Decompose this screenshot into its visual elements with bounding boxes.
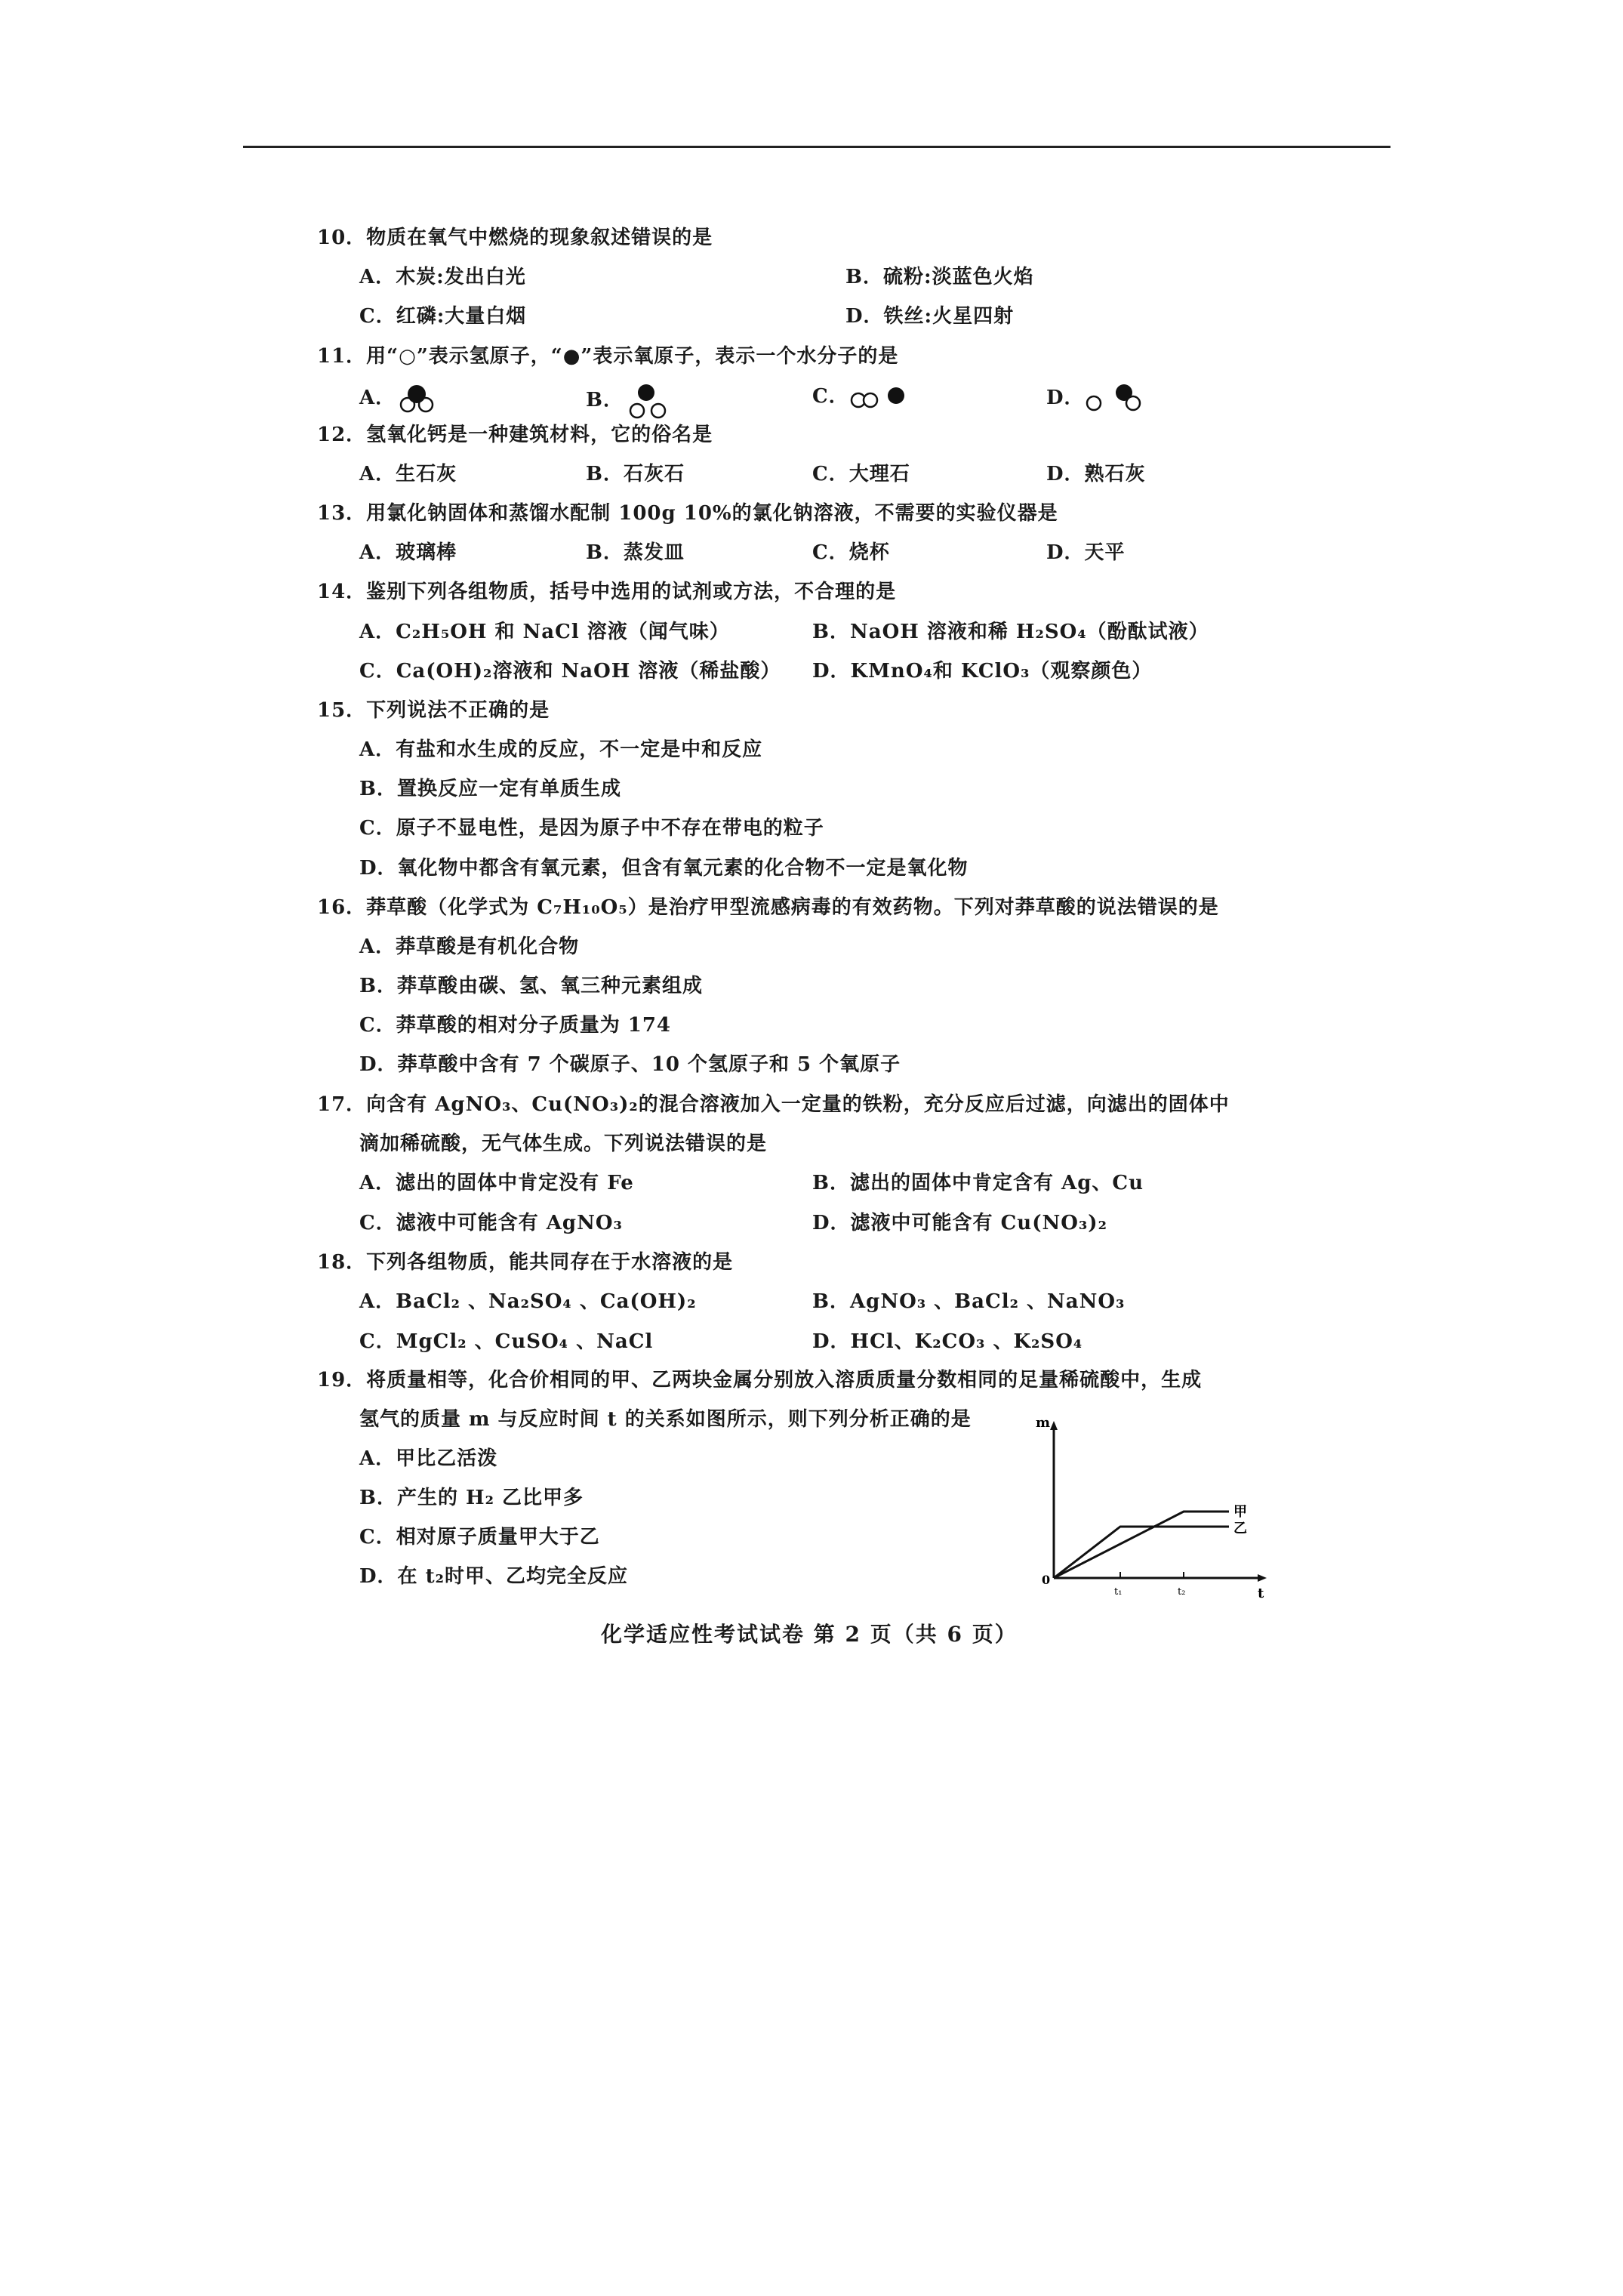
q11-option-d xyxy=(1046,382,1153,415)
q14-option-d: D．KMnO₄和 KClO₃（观察颜色） xyxy=(812,660,1153,683)
q15-stem: 15．下列说法不正确的是 xyxy=(317,699,550,722)
q17-stem-line1: 17．向含有 AgNO₃、Cu(NO₃)₂的混合溶液加入一定量的铁粉，充分反应后过滤，向滤出的固体中 xyxy=(317,1093,1230,1116)
q19-stem-line1: 19．将质量相等，化合价相同的甲、乙两块金属分别放入溶质质量分数相同的足量稀硫酸中，生成 xyxy=(317,1369,1203,1391)
q12-stem: 12．氢氧化钙是一种建筑材料，它的俗名是 xyxy=(317,424,713,446)
q13-stem: 13．用氯化钠固体和蒸馏水配制 100g 10%的氯化钠溶液，不需要的实验仪器是 xyxy=(317,502,1058,525)
q11-option-c-label: C． xyxy=(812,385,849,408)
q11-option-a xyxy=(359,382,441,415)
q19-option-b: B．产生的 H₂ 乙比甲多 xyxy=(359,1487,584,1509)
q10-option-d: D．铁丝:火星四射 xyxy=(845,305,1015,328)
q12-option-a: A．生石灰 xyxy=(359,463,457,485)
reaction-graph xyxy=(1031,1410,1273,1607)
q16-stem: 16．莽草酸（化学式为 C₇H₁₀O₅）是治疗甲型流感病毒的有效药物。下列对莽草酸的说法错误的是 xyxy=(317,896,1219,919)
q12-option-b: B．石灰石 xyxy=(586,463,685,485)
q17-option-c: C．滤液中可能含有 AgNO₃ xyxy=(359,1212,623,1234)
q16-option-d: D．莽草酸中含有 7 个碳原子、10 个氢原子和 5 个氧原子 xyxy=(359,1053,901,1076)
q15-option-a: A．有盐和水生成的反应，不一定是中和反应 xyxy=(359,738,763,761)
q11-option-b-label: B． xyxy=(586,389,624,411)
q10-option-c: C．红磷:大量白烟 xyxy=(359,305,527,328)
q18-option-d: D．HCl、K₂CO₃ 、K₂SO₄ xyxy=(812,1330,1083,1353)
t1-label: t₁ xyxy=(1114,1586,1123,1598)
q11-option-b xyxy=(586,382,678,420)
origin-label: 0 xyxy=(1042,1573,1051,1587)
q17-option-a: A．滤出的固体中肯定没有 Fe xyxy=(359,1172,634,1194)
header-rule xyxy=(243,146,1390,148)
q14-option-a: A．C₂H₅OH 和 NaCl 溶液（闻气味） xyxy=(359,621,730,643)
x-axis-label: t xyxy=(1258,1586,1264,1601)
q13-option-b: B．蒸发皿 xyxy=(586,541,685,564)
q10-stem: 10．物质在氧气中燃烧的现象叙述错误的是 xyxy=(317,227,713,249)
page-footer: 化学适应性考试试卷 第 2 页（共 6 页） xyxy=(601,1622,1018,1647)
q19-option-d: D．在 t₂时甲、乙均完全反应 xyxy=(359,1565,628,1588)
q18-option-c: C．MgCl₂ 、CuSO₄ 、NaCl xyxy=(359,1330,654,1353)
q11-option-a-label: A． xyxy=(359,387,396,409)
q14-stem: 14．鉴别下列各组物质，括号中选用的试剂或方法，不合理的是 xyxy=(317,581,897,603)
q13-option-c: C．烧杯 xyxy=(812,541,890,564)
y-axis-label: m xyxy=(1036,1415,1051,1431)
q18-option-a: A．BaCl₂ 、Na₂SO₄ 、Ca(OH)₂ xyxy=(359,1290,697,1313)
molecule-icon xyxy=(1085,382,1153,415)
x-axis-arrow xyxy=(1258,1574,1267,1582)
q14-option-b: B．NaOH 溶液和稀 H₂SO₄（酚酞试液） xyxy=(812,621,1209,643)
molecule-icon xyxy=(624,382,678,420)
q13-option-a: A．玻璃棒 xyxy=(359,541,457,564)
q10-option-b: B．硫粉:淡蓝色火焰 xyxy=(845,266,1034,288)
q15-option-b: B．置换反应一定有单质生成 xyxy=(359,778,621,800)
t2-label: t₂ xyxy=(1178,1586,1186,1598)
q19-option-a: A．甲比乙活泼 xyxy=(359,1447,498,1470)
molecule-icon xyxy=(396,382,441,415)
q11-option-d-label: D． xyxy=(1046,387,1085,409)
q15-option-d: D．氧化物中都含有氧元素，但含有氧元素的化合物不一定是氧化物 xyxy=(359,857,969,880)
q11-stem: 11．用“○”表示氢原子，“●”表示氧原子，表示一个水分子的是 xyxy=(317,345,899,368)
series-jia-line xyxy=(1054,1512,1229,1578)
q18-option-b: B．AgNO₃ 、BaCl₂ 、NaNO₃ xyxy=(812,1290,1126,1313)
q17-option-d: D．滤液中可能含有 Cu(NO₃)₂ xyxy=(812,1212,1107,1234)
series-jia-label: 甲 xyxy=(1233,1504,1247,1520)
q16-option-c: C．莽草酸的相对分子质量为 174 xyxy=(359,1014,672,1037)
q17-option-b: B．滤出的固体中肯定含有 Ag、Cu xyxy=(812,1172,1144,1194)
q13-option-d: D．天平 xyxy=(1046,541,1126,564)
q19-option-c: C．相对原子质量甲大于乙 xyxy=(359,1526,600,1549)
q14-option-c: C．Ca(OH)₂溶液和 NaOH 溶液（稀盐酸） xyxy=(359,660,781,683)
q16-option-a: A．莽草酸是有机化合物 xyxy=(359,935,580,958)
q17-stem-line2: 滴加稀硫酸，无气体生成。下列说法错误的是 xyxy=(359,1133,768,1155)
q11-option-c xyxy=(812,382,910,412)
q19-stem-line2: 氢气的质量 m 与反应时间 t 的关系如图所示，则下列分析正确的是 xyxy=(359,1408,972,1431)
q16-option-b: B．莽草酸由碳、氢、氧三种元素组成 xyxy=(359,975,703,997)
q12-option-c: C．大理石 xyxy=(812,463,910,485)
series-yi-label: 乙 xyxy=(1233,1521,1247,1536)
q12-option-d: D．熟石灰 xyxy=(1046,463,1146,485)
q15-option-c: C．原子不显电性，是因为原子中不存在带电的粒子 xyxy=(359,817,824,840)
q18-stem: 18．下列各组物质，能共同存在于水溶液的是 xyxy=(317,1251,734,1274)
q10-option-a: A．木炭:发出白光 xyxy=(359,266,526,288)
y-axis-arrow xyxy=(1050,1421,1058,1430)
molecule-icon xyxy=(849,382,910,412)
